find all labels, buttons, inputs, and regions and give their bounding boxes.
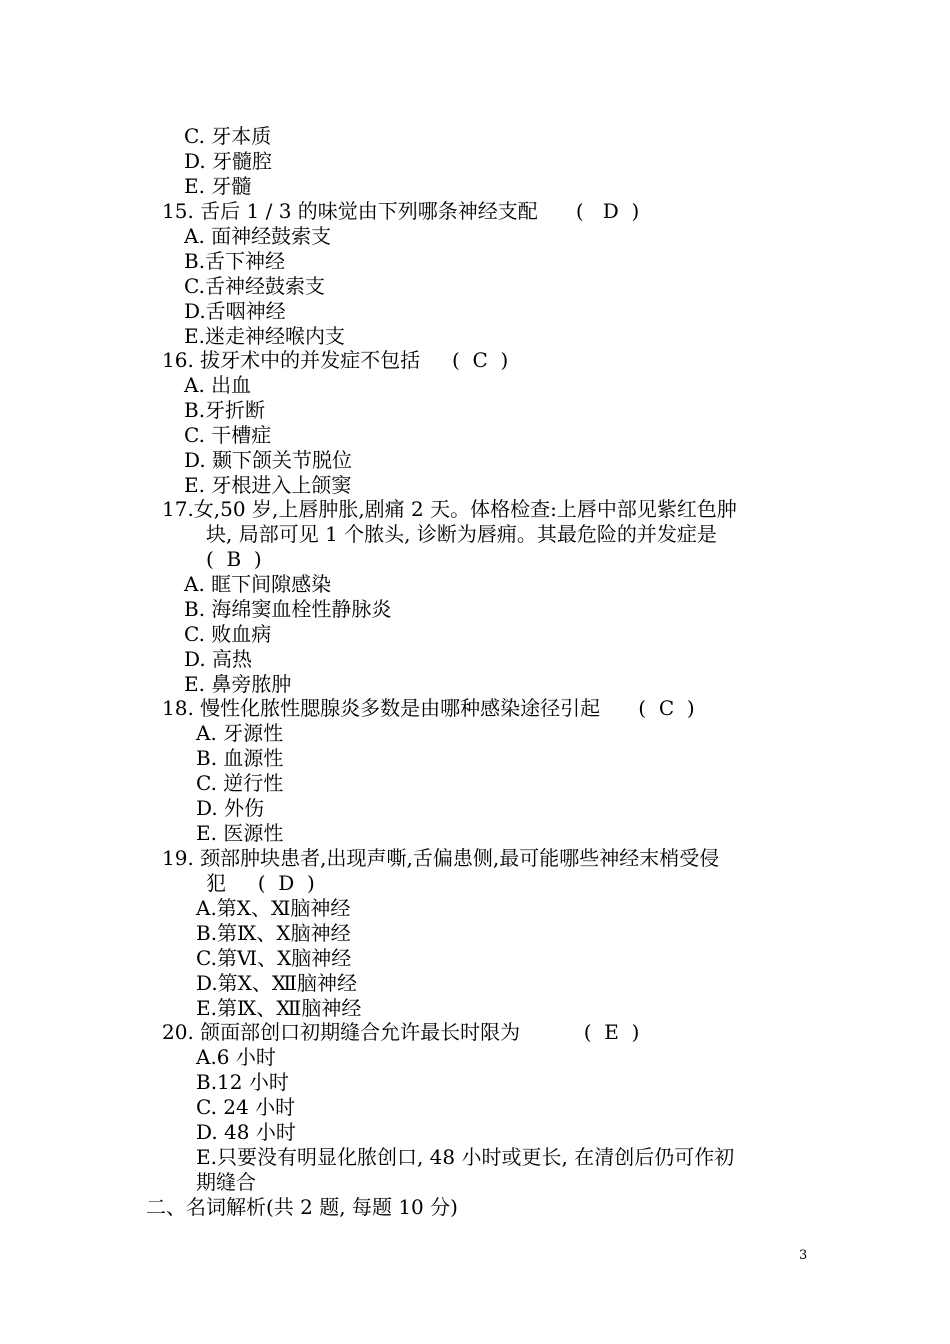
option-19c: C.第Ⅵ、Ⅹ脑神经 [196, 946, 352, 970]
option-17b: B. 海绵窦血栓性静脉炎 [184, 597, 392, 621]
option-17e: E. 鼻旁脓肿 [184, 672, 292, 696]
option-14c: C. 牙本质 [184, 124, 272, 148]
option-16d: D. 颞下颌关节脱位 [184, 448, 353, 472]
question-20: 20. 颌面部创口初期缝合允许最长时限为 ( E ) [162, 1020, 640, 1044]
question-15: 15. 舌后 1 / 3 的味觉由下列哪条神经支配 ( D ) [162, 199, 640, 223]
option-17d: D. 高热 [184, 647, 253, 671]
option-16e: E. 牙根进入上颌窦 [184, 473, 352, 497]
option-18b: B. 血源性 [196, 746, 284, 770]
option-19b: B.第Ⅸ、Ⅹ脑神经 [196, 921, 351, 945]
option-16b: B.牙折断 [184, 398, 266, 422]
option-20d: D. 48 小时 [196, 1120, 296, 1144]
option-15e: E.迷走神经喉内支 [184, 324, 345, 348]
question-17-continued: 块, 局部可见 1 个脓头, 诊断为唇痈。其最危险的并发症是 [206, 522, 717, 546]
question-17: 17.女,50 岁,上唇肿胀,剧痛 2 天。体格检查:上唇中部见紫红色肿 [162, 497, 737, 521]
question-19: 19. 颈部肿块患者,出现声嘶,舌偏患侧,最可能哪些神经末梢受侵 [162, 846, 720, 870]
option-18d: D. 外伤 [196, 796, 265, 820]
option-17a: A. 眶下间隙感染 [184, 572, 332, 596]
option-19a: A.第Ⅹ、Ⅺ脑神经 [196, 896, 351, 920]
option-15a: A. 面神经鼓索支 [184, 224, 332, 248]
option-16a: A. 出血 [184, 373, 252, 397]
option-14e: E. 牙髓 [184, 174, 252, 198]
option-19e: E.第Ⅸ、Ⅻ脑神经 [196, 996, 362, 1020]
option-15b: B.舌下神经 [184, 249, 286, 273]
question-19-continued: 犯 ( D ) [206, 871, 315, 895]
option-15d: D.舌咽神经 [184, 299, 286, 323]
option-20a: A.6 小时 [196, 1045, 276, 1069]
option-18c: C. 逆行性 [196, 771, 284, 795]
option-15c: C.舌神经鼓索支 [184, 274, 325, 298]
option-18e: E. 医源性 [196, 821, 284, 845]
option-18a: A. 牙源性 [196, 721, 284, 745]
option-19d: D.第Ⅹ、Ⅻ脑神经 [196, 971, 357, 995]
page-number: 3 [799, 1248, 808, 1263]
section-heading: 二、名词解析(共 2 题, 每题 10 分) [146, 1195, 458, 1219]
option-17c: C. 败血病 [184, 622, 272, 646]
question-17-answer: ( B ) [206, 547, 262, 571]
option-20b: B.12 小时 [196, 1070, 289, 1094]
option-16c: C. 干槽症 [184, 423, 272, 447]
option-20e-continued: 期缝合 [196, 1170, 256, 1194]
option-20c: C. 24 小时 [196, 1095, 296, 1119]
question-18: 18. 慢性化脓性腮腺炎多数是由哪种感染途径引起 ( C ) [162, 696, 695, 720]
option-20e: E.只要没有明显化脓创口, 48 小时或更长, 在清创后仍可作初 [196, 1145, 735, 1169]
question-16: 16. 拔牙术中的并发症不包括 ( C ) [162, 348, 509, 372]
option-14d: D. 牙髓腔 [184, 149, 273, 173]
